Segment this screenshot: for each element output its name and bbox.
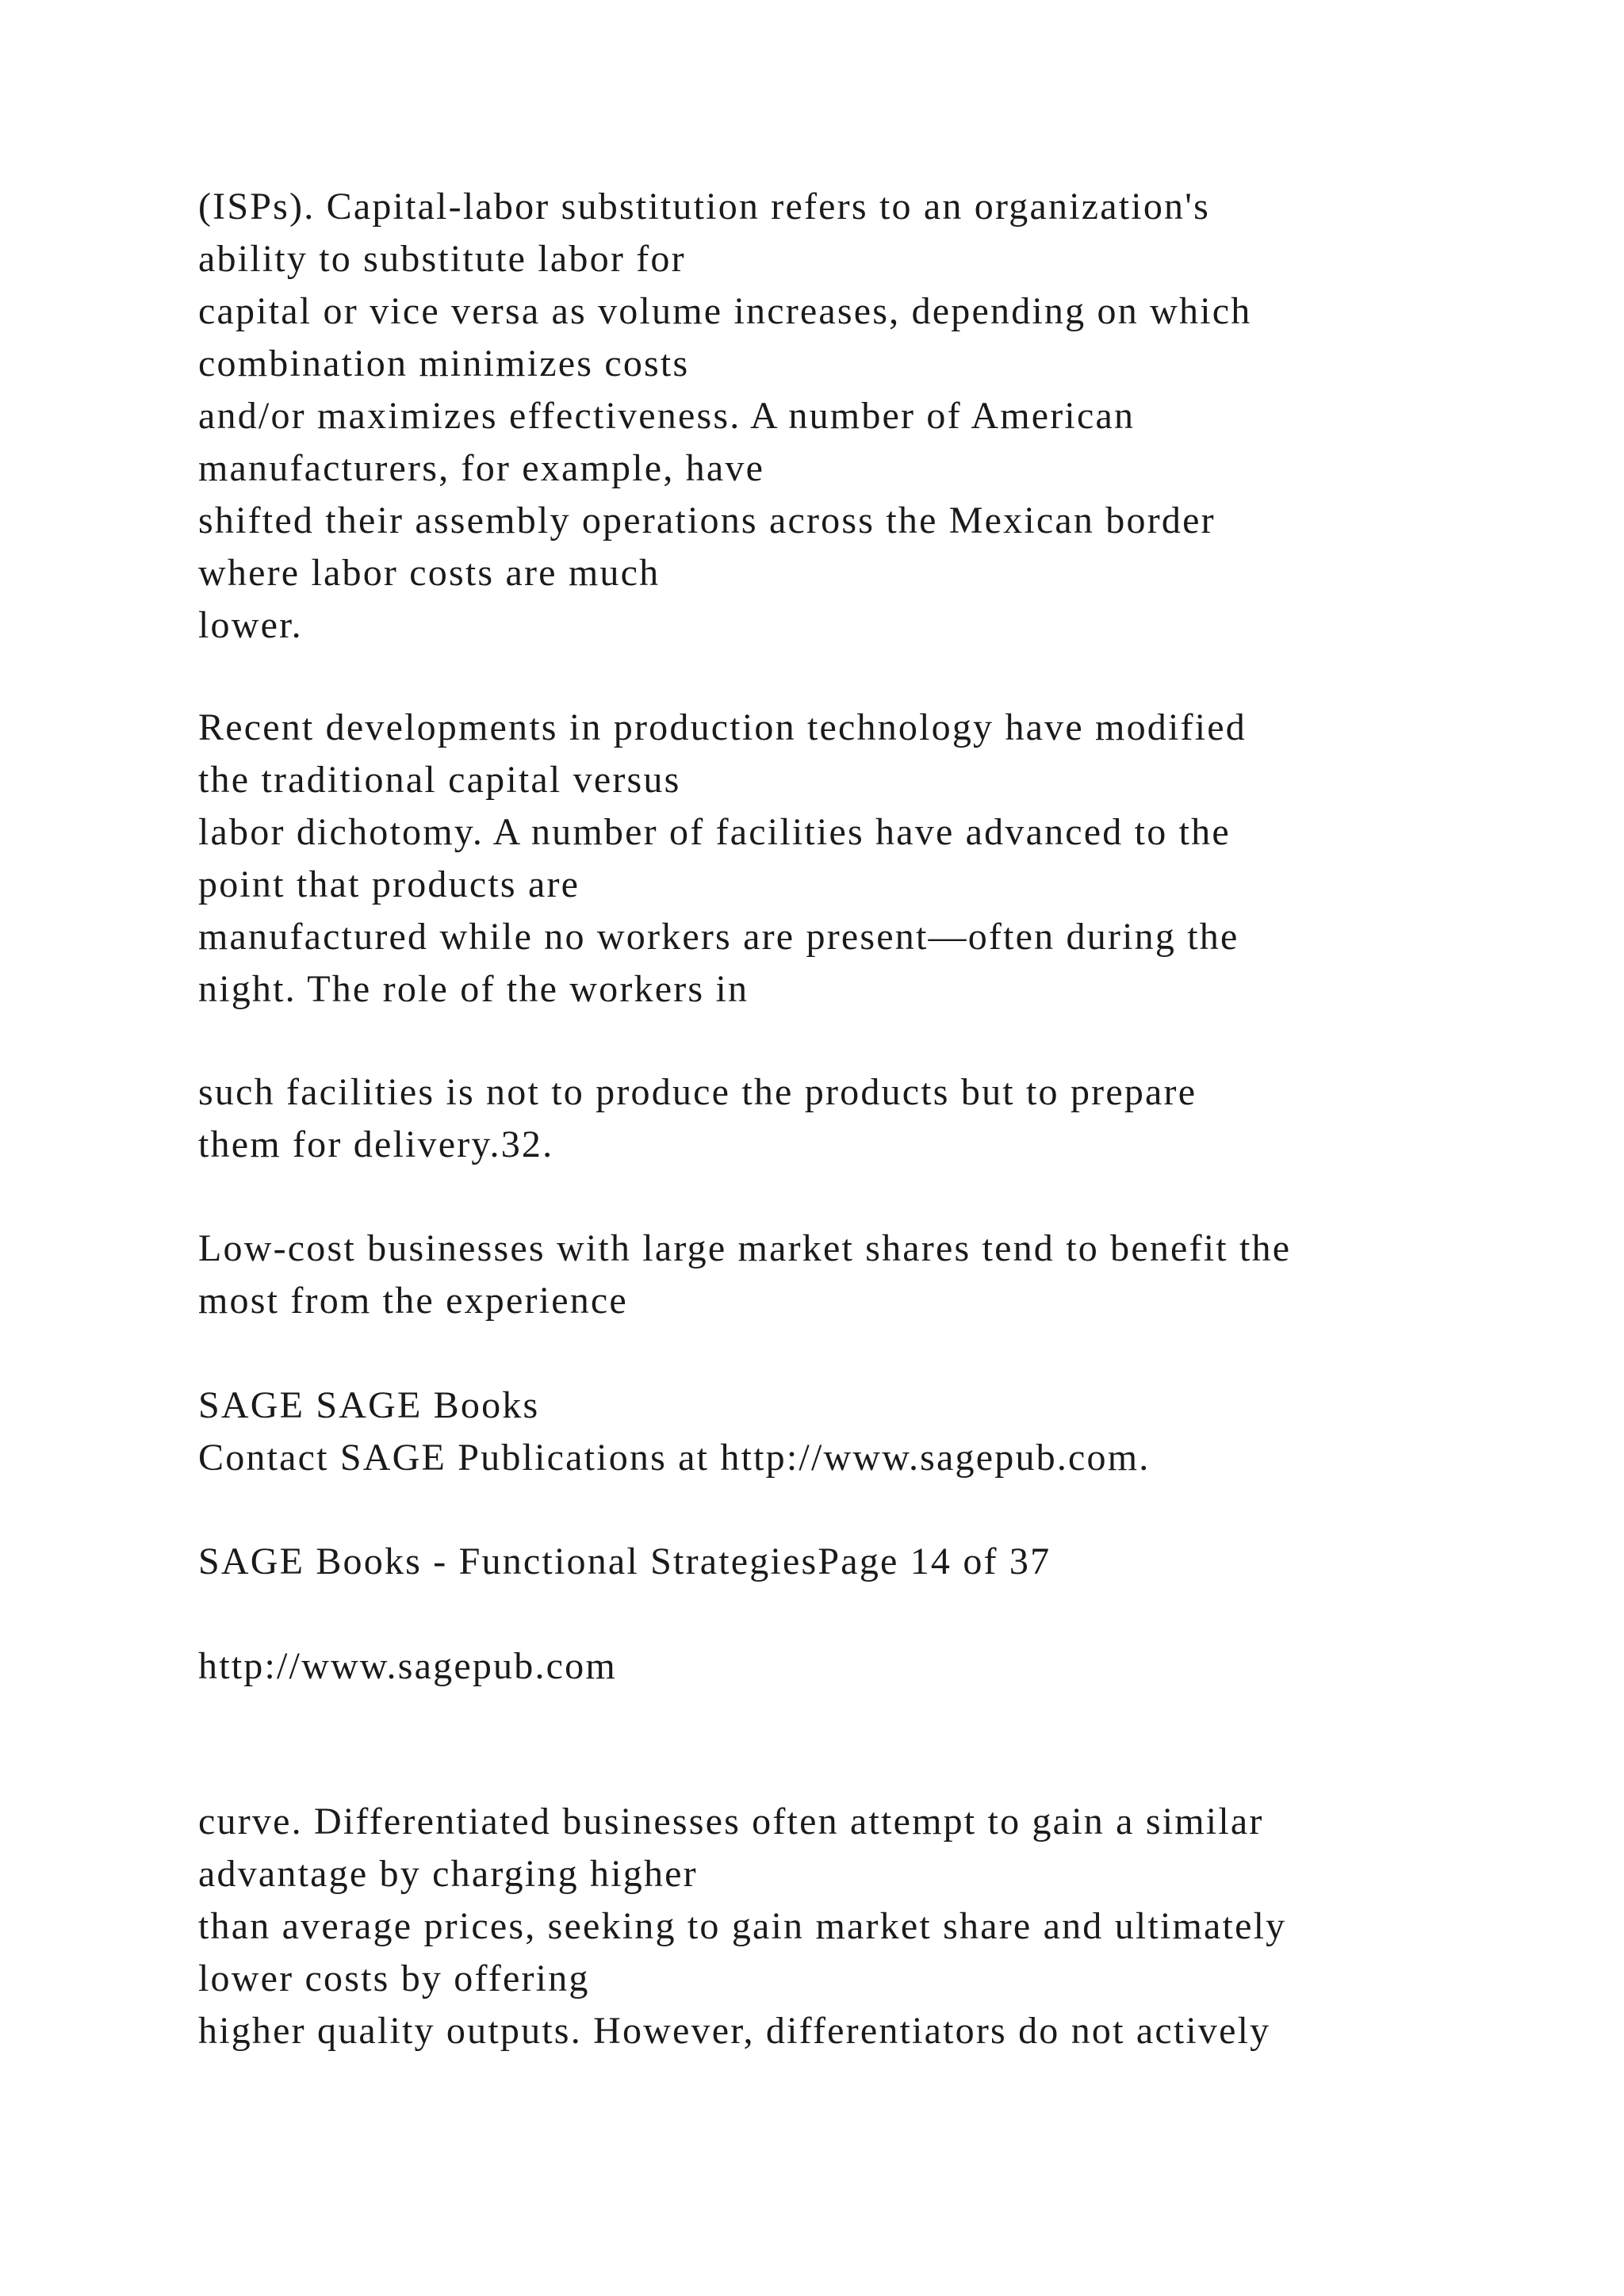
page-number-line — [198, 1536, 1546, 1588]
url-line — [198, 1640, 1546, 1693]
text-line: curve. Differentiated businesses often attempt to gain a similar — [198, 1800, 1264, 1843]
text-line: lower costs by offering — [198, 1957, 590, 1999]
text-line: manufactured while no workers are present—often during the — [198, 916, 1239, 958]
text-line: combination minimizes costs — [198, 342, 690, 385]
text-line: (ISPs). Capital-labor substitution refers to an organization's — [198, 186, 1210, 228]
paragraph-differentiated — [198, 1796, 1546, 2057]
text-line: lower. — [198, 604, 303, 646]
text-line: than average prices, seeking to gain market share and ultimately — [198, 1905, 1287, 1947]
text-line: point that products are — [198, 863, 580, 905]
text-line: ability to substitute labor for — [198, 238, 686, 280]
text-line: and/or maximizes effectiveness. A number of American — [198, 395, 1136, 437]
text-line: night. The role of the workers in — [198, 968, 749, 1010]
text-line: capital or vice versa as volume increases, depending on which — [198, 290, 1252, 332]
contact-line: Contact SAGE Publications at http://www.sagepub.com. — [198, 1437, 1151, 1479]
paragraph-production-technology — [198, 702, 1546, 1016]
paragraph-capital-labor — [198, 181, 1546, 652]
publisher-line: SAGE SAGE Books — [198, 1384, 540, 1426]
text-line: them for delivery.32. — [198, 1123, 554, 1165]
source-url: http://www.sagepub.com — [198, 1645, 617, 1687]
text-line: the traditional capital versus — [198, 759, 681, 801]
paragraph-low-cost — [198, 1223, 1546, 1327]
publisher-footer — [198, 1380, 1546, 1484]
text-line: labor dichotomy. A number of facilities have advanced to the — [198, 811, 1231, 853]
text-line: advantage by charging higher — [198, 1853, 698, 1895]
text-line: manufacturers, for example, have — [198, 447, 765, 489]
text-line: Recent developments in production technology have modified — [198, 706, 1247, 748]
text-line: where labor costs are much — [198, 552, 661, 594]
text-line: such facilities is not to produce the products but to prepare — [198, 1071, 1197, 1113]
text-line: most from the experience — [198, 1280, 628, 1322]
page-indicator: SAGE Books - Functional StrategiesPage 14 of 37 — [198, 1540, 1051, 1582]
text-line: higher quality outputs. However, differentiators do not actively — [198, 2010, 1271, 2052]
text-line: Low-cost businesses with large market shares tend to benefit the — [198, 1227, 1292, 1269]
paragraph-facilities — [198, 1066, 1546, 1171]
text-line: shifted their assembly operations across the Mexican border — [198, 499, 1216, 541]
